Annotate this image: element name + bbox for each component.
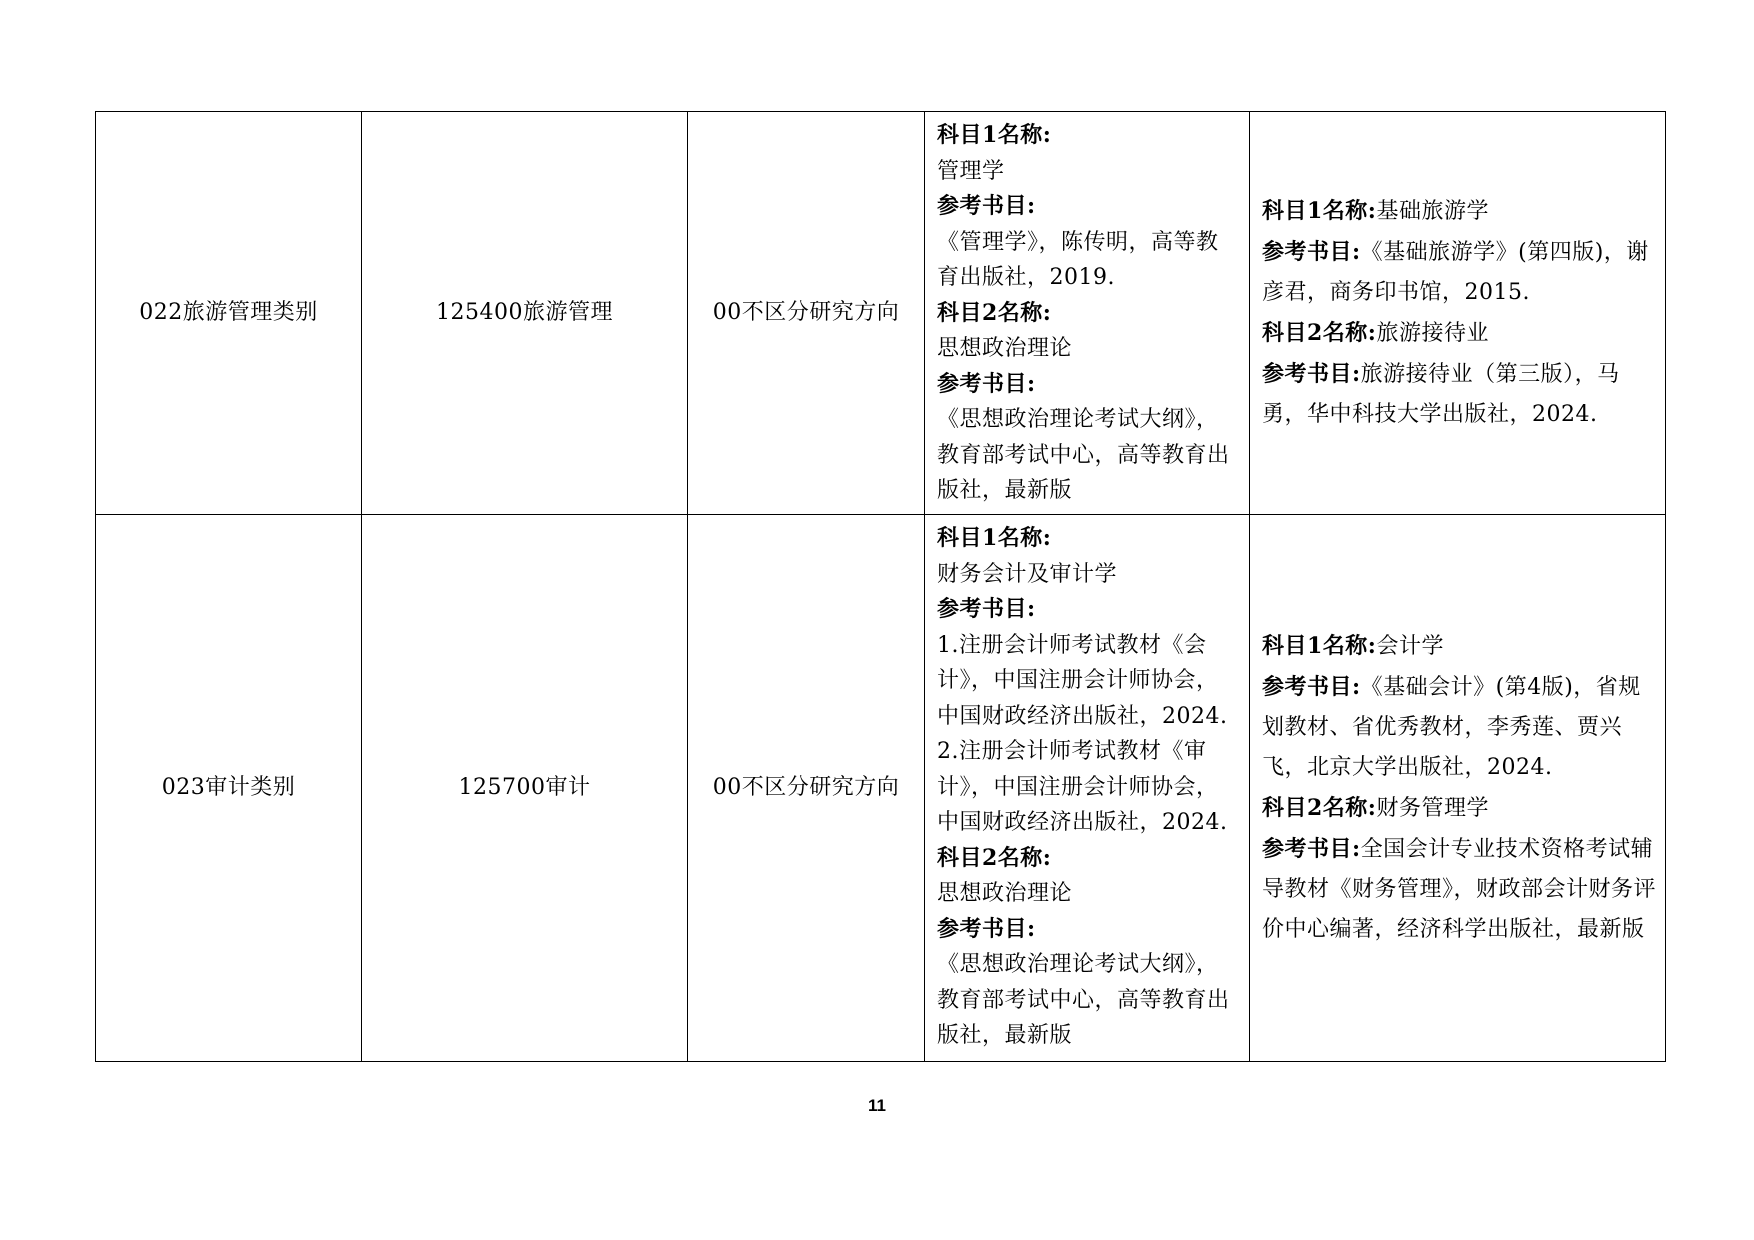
reexam-2-heading: 科目2名称:	[1262, 320, 1377, 346]
direction-cell	[688, 515, 925, 1062]
reexam-subjects-cell	[1250, 112, 1666, 515]
direction-text: 00不区分研究方向	[712, 300, 900, 326]
reexam-subjects-cell	[1250, 515, 1666, 1062]
subject-2-reference: 《思想政治理论考试大纲》，教育部考试中心，高等教育出版社，最新版	[937, 952, 1230, 1048]
subject-1-heading: 科目1名称:	[937, 525, 1052, 551]
subject-1-reference-item: 1.注册会计师考试教材《会计》，中国注册会计师协会，中国财政经济出版社，2024.	[937, 632, 1228, 729]
subject-1-heading: 科目1名称:	[937, 122, 1052, 148]
direction-text: 00不区分研究方向	[712, 775, 900, 801]
reexam-1-name: 基础旅游学	[1376, 199, 1489, 224]
reexam-1-reference-heading: 参考书目:	[1262, 239, 1361, 265]
subject-2-heading: 科目2名称:	[937, 299, 1052, 326]
subject-1-reference: 《管理学》，陈传明，高等教育出版社，2019.	[937, 229, 1219, 290]
major-text: 125400旅游管理	[436, 300, 613, 326]
reexam-1-reference-heading: 参考书目:	[1262, 674, 1361, 700]
reexam-2-heading: 科目2名称:	[1262, 795, 1377, 821]
subject-1-name: 财务会计及审计学	[937, 561, 1118, 587]
table-row	[96, 112, 1666, 515]
major-cell	[362, 112, 688, 515]
reexam-1-heading: 科目1名称:	[1262, 633, 1377, 659]
reexam-1-reference: 《基础会计》(第4版)，省规划教材、省优秀教材，李秀莲、贾兴飞，北京大学出版社，2024.	[1262, 675, 1641, 780]
category-text: 023审计类别	[161, 775, 296, 801]
subject-2-name: 思想政治理论	[937, 336, 1073, 361]
reexam-2-reference: 全国会计专业技术资格考试辅导教材《财务管理》，财政部会计财务评价中心编著，经济科学出版社，最新版	[1262, 837, 1657, 942]
reexam-2-reference-heading: 参考书目:	[1262, 836, 1361, 862]
reexam-2-name: 旅游接待业	[1376, 321, 1489, 346]
table-row	[96, 515, 1666, 1062]
subject-1-reference-heading: 参考书目:	[937, 193, 1036, 219]
reexam-2-reference: 旅游接待业（第三版），马勇，华中科技大学出版社，2024.	[1262, 362, 1620, 427]
subject-2-reference-heading: 参考书目:	[937, 915, 1036, 942]
reexam-2-name: 财务管理学	[1376, 796, 1489, 821]
subject-2-reference: 《思想政治理论考试大纲》，教育部考试中心，高等教育出版社，最新版	[937, 407, 1230, 503]
reexam-2-reference-heading: 参考书目:	[1262, 361, 1361, 387]
category-cell	[96, 515, 362, 1062]
category-cell	[96, 112, 362, 515]
direction-cell	[688, 112, 925, 515]
subject-1-reference-item: 2.注册会计师考试教材《审计》，中国注册会计师协会，中国财政经济出版社，2024.	[937, 739, 1228, 835]
exam-subjects-cell	[925, 515, 1250, 1062]
subject-1-name: 管理学	[937, 158, 1005, 184]
exam-subjects-table	[95, 111, 1666, 1062]
reexam-1-name: 会计学	[1376, 634, 1444, 659]
page-number: 11	[868, 1096, 886, 1115]
exam-subjects-cell	[925, 112, 1250, 515]
subject-1-reference-heading: 参考书目:	[937, 596, 1036, 622]
category-text: 022旅游管理类别	[139, 300, 318, 326]
subject-2-reference-heading: 参考书目:	[937, 370, 1036, 397]
subject-2-name: 思想政治理论	[937, 881, 1073, 906]
reexam-1-reference: 《基础旅游学》(第四版)，谢彦君，商务印书馆，2015.	[1262, 240, 1649, 305]
subject-2-heading: 科目2名称:	[937, 844, 1052, 871]
major-cell	[362, 515, 688, 1062]
reexam-1-heading: 科目1名称:	[1262, 198, 1377, 224]
major-text: 125700审计	[458, 775, 591, 801]
